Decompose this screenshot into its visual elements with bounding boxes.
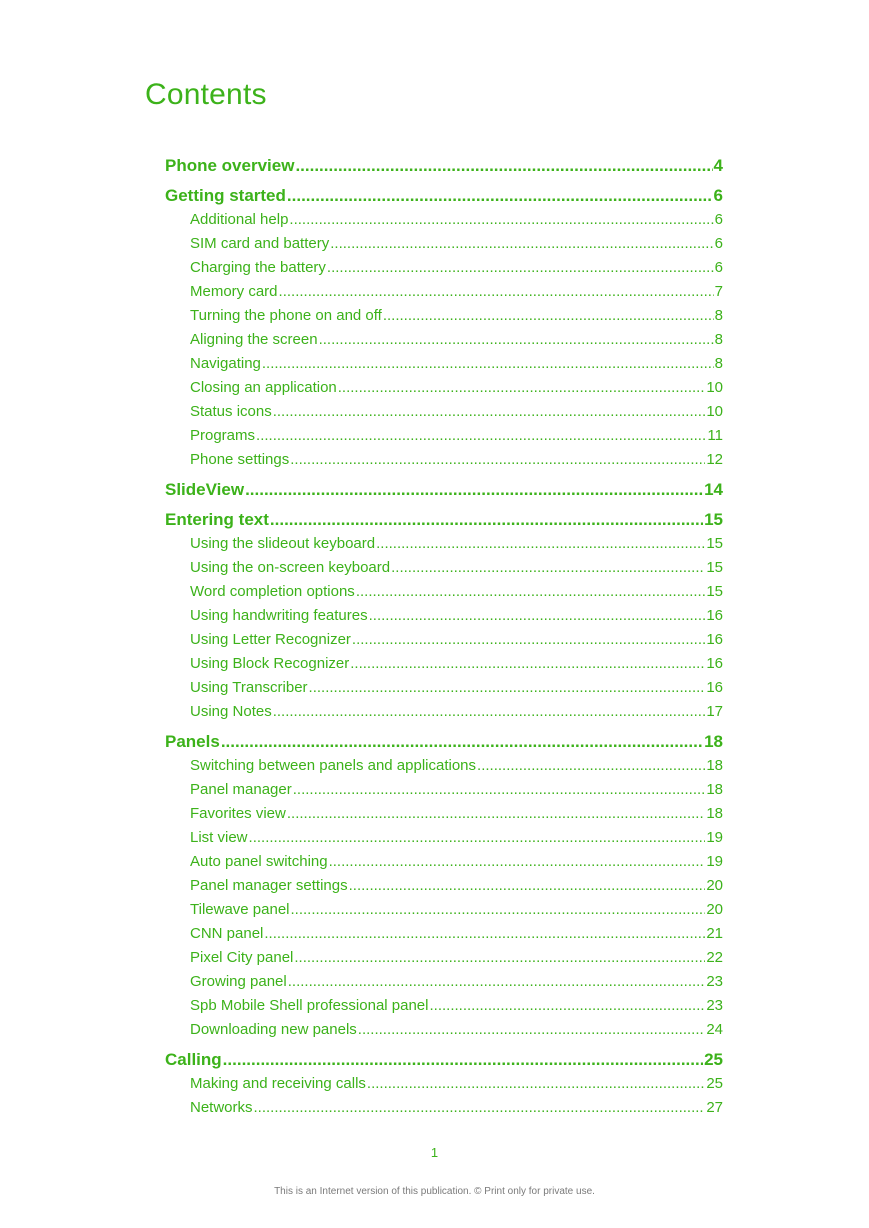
toc-section-label: Memory card xyxy=(190,283,278,300)
toc-leader-dots xyxy=(262,352,714,376)
toc-section-entry[interactable] xyxy=(165,922,723,946)
toc-leader-dots xyxy=(477,754,705,778)
toc-section-page: 8 xyxy=(714,331,723,348)
toc-section-label: Making and receiving calls xyxy=(190,1075,366,1092)
toc-section-label: Favorites view xyxy=(190,805,286,822)
toc-chapter-label: Panels xyxy=(165,732,220,751)
toc-section-label: Status icons xyxy=(190,403,272,420)
toc-section-entry[interactable] xyxy=(165,700,723,724)
toc-section-entry[interactable] xyxy=(165,994,723,1018)
toc-section-page: 15 xyxy=(706,535,723,552)
toc-leader-dots xyxy=(330,232,713,256)
toc-section-page: 19 xyxy=(706,853,723,870)
toc-section-label: Phone settings xyxy=(190,451,290,468)
toc-section-label: Using the slideout keyboard xyxy=(190,535,376,552)
toc-chapter-label: SlideView xyxy=(165,480,245,499)
toc-section-label: Growing panel xyxy=(190,973,287,990)
toc-section-page: 6 xyxy=(714,211,723,228)
toc-section-label: Panel manager settings xyxy=(190,877,348,894)
toc-section-page: 10 xyxy=(706,403,723,420)
toc-chapter-entry[interactable] xyxy=(165,730,723,754)
toc-section-page: 16 xyxy=(706,631,723,648)
toc-leader-dots xyxy=(329,850,706,874)
toc-section-page: 20 xyxy=(706,901,723,918)
toc-section-entry[interactable] xyxy=(165,448,723,472)
toc-section-page: 10 xyxy=(706,379,723,396)
toc-section-entry[interactable] xyxy=(165,208,723,232)
toc-leader-dots xyxy=(264,922,705,946)
toc-section-entry[interactable] xyxy=(165,532,723,556)
toc-chapter-page: 6 xyxy=(713,186,723,205)
toc-section-label: Using the on-screen keyboard xyxy=(190,559,391,576)
toc-chapter-page: 18 xyxy=(704,732,723,751)
toc-section-entry[interactable] xyxy=(165,232,723,256)
toc-section-entry[interactable] xyxy=(165,898,723,922)
toc-section-label: Using Letter Recognizer xyxy=(190,631,351,648)
toc-section-page: 15 xyxy=(706,583,723,600)
toc-section-entry[interactable] xyxy=(165,1072,723,1096)
table-of-contents xyxy=(165,154,723,1120)
toc-section-page: 6 xyxy=(714,259,723,276)
toc-leader-dots xyxy=(350,652,705,676)
toc-section-entry[interactable] xyxy=(165,946,723,970)
toc-leader-dots xyxy=(270,508,703,532)
toc-chapter-page: 14 xyxy=(704,480,723,499)
toc-section-page: 23 xyxy=(706,973,723,990)
toc-leader-dots xyxy=(290,448,705,472)
toc-leader-dots xyxy=(356,580,706,604)
page-title: Contents xyxy=(145,78,267,111)
toc-section-label: Using Block Recognizer xyxy=(190,655,350,672)
toc-section-label: Word completion options xyxy=(190,583,355,600)
toc-section-page: 22 xyxy=(706,949,723,966)
toc-chapter-entry[interactable] xyxy=(165,478,723,502)
toc-section-label: Networks xyxy=(190,1099,253,1116)
toc-section-entry[interactable] xyxy=(165,376,723,400)
toc-leader-dots xyxy=(254,1096,706,1120)
toc-section-entry[interactable] xyxy=(165,1096,723,1120)
toc-chapter-label: Phone overview xyxy=(165,156,295,175)
toc-section-page: 24 xyxy=(706,1021,723,1038)
toc-section-label: SIM card and battery xyxy=(190,235,330,252)
toc-chapter-page: 4 xyxy=(713,156,723,175)
toc-section-entry[interactable] xyxy=(165,304,723,328)
toc-section-page: 15 xyxy=(706,559,723,576)
toc-leader-dots xyxy=(256,424,706,448)
toc-leader-dots xyxy=(289,208,713,232)
toc-leader-dots xyxy=(358,1018,706,1042)
toc-chapter-page: 15 xyxy=(704,510,723,529)
toc-section-label: Navigating xyxy=(190,355,261,372)
toc-section-entry[interactable] xyxy=(165,424,723,448)
toc-section-page: 8 xyxy=(714,355,723,372)
toc-section-page: 12 xyxy=(706,451,723,468)
toc-leader-dots xyxy=(391,556,705,580)
toc-section-page: 18 xyxy=(706,781,723,798)
toc-leader-dots xyxy=(309,676,706,700)
page-number: 1 xyxy=(430,1145,439,1160)
toc-section-page: 16 xyxy=(706,607,723,624)
toc-section-page: 17 xyxy=(706,703,723,720)
toc-section-entry[interactable] xyxy=(165,1018,723,1042)
toc-chapter-label: Entering text xyxy=(165,510,269,529)
toc-section-entry[interactable] xyxy=(165,400,723,424)
toc-section-entry[interactable] xyxy=(165,802,723,826)
toc-leader-dots xyxy=(288,970,706,994)
toc-chapter-entry[interactable] xyxy=(165,1048,723,1072)
toc-leader-dots xyxy=(369,604,706,628)
toc-leader-dots xyxy=(279,280,714,304)
toc-section-label: Using Transcriber xyxy=(190,679,308,696)
toc-chapter-entry[interactable] xyxy=(165,154,723,178)
toc-chapter-entry[interactable] xyxy=(165,508,723,532)
toc-section-entry[interactable] xyxy=(165,652,723,676)
toc-section-entry[interactable] xyxy=(165,328,723,352)
toc-section-entry[interactable] xyxy=(165,850,723,874)
toc-leader-dots xyxy=(273,700,706,724)
toc-section-page: 7 xyxy=(714,283,723,300)
toc-section-page: 18 xyxy=(706,757,723,774)
toc-leader-dots xyxy=(273,400,706,424)
toc-leader-dots xyxy=(429,994,705,1018)
toc-section-entry[interactable] xyxy=(165,556,723,580)
toc-section-label: Using Notes xyxy=(190,703,272,720)
toc-leader-dots xyxy=(383,304,714,328)
toc-leader-dots xyxy=(338,376,706,400)
toc-section-label: Turning the phone on and off xyxy=(190,307,382,324)
toc-leader-dots xyxy=(367,1072,705,1096)
toc-leader-dots xyxy=(319,328,714,352)
toc-section-page: 18 xyxy=(706,805,723,822)
toc-chapter-label: Calling xyxy=(165,1050,222,1069)
toc-chapter-entry[interactable] xyxy=(165,184,723,208)
toc-leader-dots xyxy=(327,256,714,280)
toc-section-entry[interactable] xyxy=(165,676,723,700)
toc-leader-dots xyxy=(287,184,713,208)
footer-note: This is an Internet version of this publication. © Print only for private use. xyxy=(274,1186,595,1197)
toc-leader-dots xyxy=(294,946,705,970)
toc-section-page: 16 xyxy=(706,679,723,696)
toc-section-entry[interactable] xyxy=(165,628,723,652)
toc-section-label: Using handwriting features xyxy=(190,607,368,624)
toc-leader-dots xyxy=(349,874,706,898)
toc-leader-dots xyxy=(293,778,706,802)
toc-section-label: Tilewave panel xyxy=(190,901,290,918)
toc-leader-dots xyxy=(295,154,712,178)
toc-section-label: List view xyxy=(190,829,248,846)
toc-section-page: 23 xyxy=(706,997,723,1014)
toc-section-label: Downloading new panels xyxy=(190,1021,357,1038)
toc-section-entry[interactable] xyxy=(165,874,723,898)
toc-section-label: Switching between panels and applications xyxy=(190,757,477,774)
toc-section-page: 11 xyxy=(707,427,723,444)
toc-leader-dots xyxy=(245,478,703,502)
toc-section-entry[interactable] xyxy=(165,778,723,802)
toc-chapter-label: Getting started xyxy=(165,186,286,205)
toc-section-label: Pixel City panel xyxy=(190,949,294,966)
toc-leader-dots xyxy=(221,730,703,754)
toc-leader-dots xyxy=(352,628,705,652)
toc-section-page: 25 xyxy=(706,1075,723,1092)
toc-leader-dots xyxy=(376,532,705,556)
toc-section-page: 20 xyxy=(706,877,723,894)
toc-section-label: Spb Mobile Shell professional panel xyxy=(190,997,429,1014)
toc-section-label: Closing an application xyxy=(190,379,337,396)
toc-section-label: Charging the battery xyxy=(190,259,326,276)
toc-section-entry[interactable] xyxy=(165,256,723,280)
toc-leader-dots xyxy=(223,1048,703,1072)
toc-section-label: Aligning the screen xyxy=(190,331,318,348)
toc-section-page: 8 xyxy=(714,307,723,324)
toc-section-label: CNN panel xyxy=(190,925,264,942)
toc-section-entry[interactable] xyxy=(165,604,723,628)
toc-section-label: Panel manager xyxy=(190,781,292,798)
toc-section-entry[interactable] xyxy=(165,754,723,778)
toc-leader-dots xyxy=(249,826,706,850)
toc-section-page: 19 xyxy=(706,829,723,846)
toc-section-entry[interactable] xyxy=(165,580,723,604)
toc-section-page: 6 xyxy=(714,235,723,252)
toc-section-entry[interactable] xyxy=(165,970,723,994)
toc-section-entry[interactable] xyxy=(165,352,723,376)
toc-section-label: Auto panel switching xyxy=(190,853,328,870)
toc-section-entry[interactable] xyxy=(165,826,723,850)
toc-chapter-page: 25 xyxy=(704,1050,723,1069)
toc-section-page: 27 xyxy=(706,1099,723,1116)
toc-leader-dots xyxy=(291,898,706,922)
toc-leader-dots xyxy=(287,802,705,826)
toc-section-label: Additional help xyxy=(190,211,289,228)
toc-section-page: 21 xyxy=(706,925,723,942)
toc-section-label: Programs xyxy=(190,427,256,444)
toc-section-page: 16 xyxy=(706,655,723,672)
toc-section-entry[interactable] xyxy=(165,280,723,304)
